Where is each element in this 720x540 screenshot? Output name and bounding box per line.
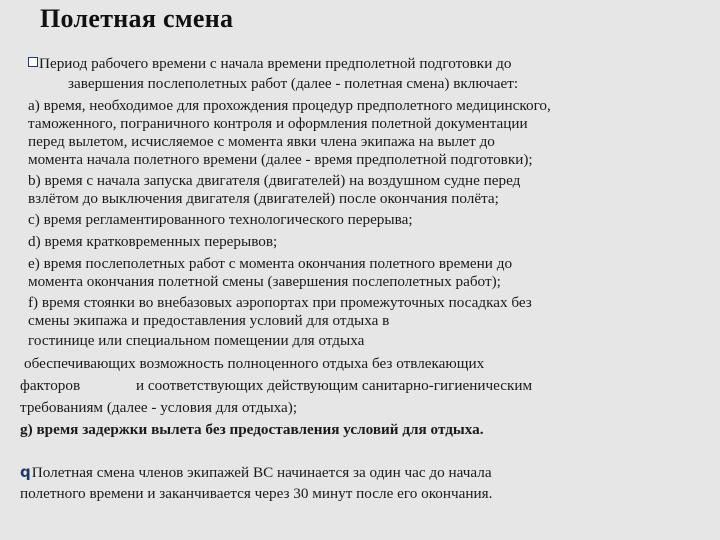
item-f-line-5a: факторов (20, 377, 81, 394)
item-a-line-4: момента начала полетного времени (далее - время предполетной подготовки); (28, 151, 533, 168)
item-b-line-1: b) время с начала запуска двигателя (двигателей) на воздушном судне перед (28, 172, 521, 189)
item-f-line-2: смены экипажа и предоставления условий для отдыха в (28, 312, 390, 329)
item-g: g) время задержки вылета без предоставления условий для отдыха. (20, 421, 484, 438)
item-b-line-2: взлётом до выключения двигателя (двигателей) после окончания полёта; (28, 190, 499, 207)
item-f-line-4: обеспечивающих возможность полноценного отдыха без отвлекающих (24, 355, 485, 372)
paragraph-2-line-2: полетного времени и заканчивается через 30 минут после его окончания. (20, 485, 493, 502)
item-d: d) время кратковременных перерывов; (28, 233, 278, 250)
item-f-line-6: требованиям (далее - условия для отдыха); (20, 399, 298, 416)
item-e-line-2: момента окончания полетной смены (завершения послеполетных работ); (28, 273, 501, 290)
item-a-line-3: перед вылетом, исчисляемое с момента явки члена экипажа на вылет до (28, 133, 495, 150)
paragraph-1-line-1: Период рабочего времени с начала времени предполетной подготовки до (28, 56, 511, 72)
paragraph-2-line-1: qПолетная смена членов экипажей ВС начинается за один час до начала (20, 463, 492, 481)
item-e-line-1: е) время послеполетных работ с момента окончания полетного времени до (28, 255, 513, 272)
q-bullet-icon: q (20, 463, 31, 481)
item-c: с) время регламентированного технологического перерыва; (28, 211, 413, 228)
item-f-line-3: гостинице или специальном помещении для отдыха (28, 332, 365, 349)
square-bullet-icon (28, 57, 38, 67)
item-f-line-5b: и соответствующих действующим санитарно-гигиеническим (136, 377, 533, 394)
item-f-line-1: f) время стоянки во внебазовых аэропортах при промежуточных посадках без (28, 294, 532, 311)
slide-title: Полетная смена (40, 4, 234, 33)
item-a-line-2: таможенного, пограничного контроля и оформления полетной документации (28, 115, 528, 132)
paragraph-1-line-2: завершения послеполетных работ (далее - полетная смена) включает: (68, 75, 519, 92)
item-a-line-1: а) время, необходимое для прохождения процедур предполетного медицинского, (28, 97, 551, 114)
